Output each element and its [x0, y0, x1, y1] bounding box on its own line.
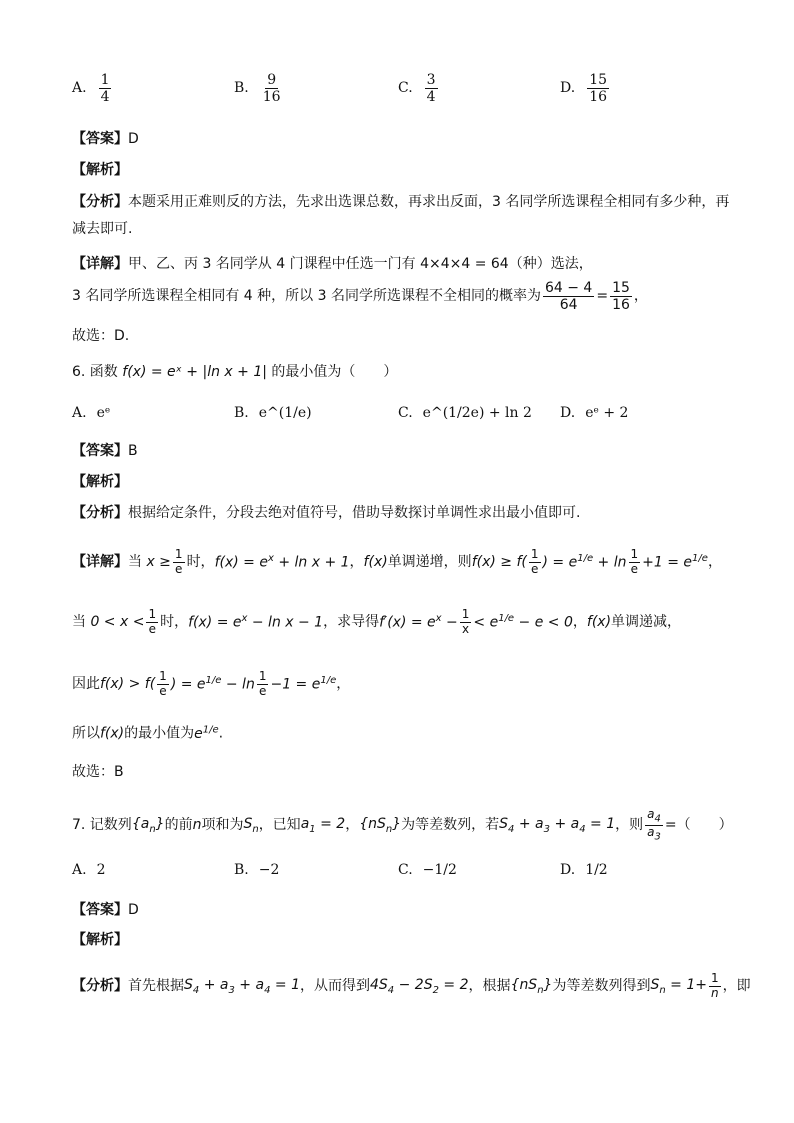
- q6-analysis-heading: 【解析】: [72, 474, 128, 490]
- q6-answer: 【答案】B: [72, 443, 138, 459]
- q5-option-a: A. $\frac{1}{4}$: [72, 72, 110, 106]
- q6-xiangjie-4: 所以f(x)的最小值为$e^{1/e}$.: [72, 724, 224, 742]
- q6-choose: 故选：B: [72, 764, 124, 780]
- q6-option-d: D. eᵉ + 2: [560, 405, 629, 421]
- q7-analysis-heading: 【解析】: [72, 932, 128, 948]
- q6-option-a: A. eᵉ: [72, 405, 111, 421]
- q5-answer: 【答案】D: [72, 131, 139, 147]
- q7-answer: 【答案】D: [72, 902, 139, 918]
- q5-choose: 故选：D.: [72, 328, 130, 344]
- q6-option-c: C. e^(1/2e) + ln 2: [398, 405, 532, 421]
- q7-option-b: B. −2: [234, 862, 280, 878]
- q5-xiangjie-2: 3 名同学所选课程全相同有 4 种，所以 3 名同学所选课程不全相同的概率为 $\frac{64 - 4}{64}$ = $\frac{15}{16}$ ，: [72, 280, 648, 314]
- q5-option-b: B. $\frac{9}{16}$: [234, 72, 281, 106]
- q6-option-b: B. e^(1/e): [234, 405, 312, 421]
- q7-option-d: D. 1/2: [560, 862, 608, 878]
- q6-xiangjie-1: 【详解】 当 x ≥ $\frac{1}{e}$ 时， $f(x) = e^x + \ln x + 1$ ， f(x) 单调递增，则 f(x) ≥ f( $\frac{1}{e}$ ) = $e^{1/e} + \ln$ $\frac{1}{e}$ $+1 = e^{1/e}$ ，: [72, 547, 722, 576]
- q5-option-c: C. $\frac{3}{4}$: [398, 72, 436, 106]
- q7-option-a: A. 2: [72, 862, 106, 878]
- q5-xiangjie-1: 【详解】甲、乙、丙 3 名同学从 4 门课程中任选一门有 4×4×4 = 64（种）选法，: [72, 256, 593, 272]
- q7-option-c: C. −1/2: [398, 862, 457, 878]
- q6-stem: 6. 函数 f(x) = eˣ + |ln x + 1| 的最小值为（ ）: [72, 364, 398, 380]
- q5-option-d: D. $\frac{15}{16}$: [560, 72, 608, 106]
- q6-xiangjie-2: 当 0 < x < $\frac{1}{e}$ 时， $f(x) = e^x - \ln x - 1$ ，求导得 $f'(x) = e^x$ − $\frac{1}{x}$ < $e^{1/e} - e < 0$ ， f(x) 单调递减，: [72, 607, 682, 636]
- q7-stem: 7. 记数列 $\{a_n\}$ 的前 n 项和为 $S_n$ ，已知 $a_1 = 2$ ， $\{nS_n\}$ 为等差数列，若 $S_4 + a_3 + a_4 = 1$ ，则 $\frac{a_4}{a_3}$ =（ ）: [72, 807, 733, 843]
- q6-fenxi: 【分析】根据给定条件，分段去绝对值符号，借助导数探讨单调性求出最小值即可.: [72, 505, 581, 521]
- q6-xiangjie-3: 因此 f(x) > f( $\frac{1}{e}$ ) = $e^{1/e} - \ln$ $\frac{1}{e}$ $-1 = e^{1/e}$ ，: [72, 669, 351, 698]
- q5-analysis-heading: 【解析】: [72, 162, 128, 178]
- q7-fenxi: 【分析】 首先根据 $S_4 + a_3 + a_4 = 1$ ，从而得到 $4S_4 - 2S_2 = 2$ ，根据 $\{nS_n\}$ 为等差数列得到 $S_n = 1+$ $\frac{1}{n}$ ，即: [72, 971, 751, 1000]
- q5-fenxi: 【分析】本题采用正难则反的方法，先求出选课总数，再求出反面，3 名同学所选课程全相同有多少种，再减去即可.: [72, 194, 730, 237]
